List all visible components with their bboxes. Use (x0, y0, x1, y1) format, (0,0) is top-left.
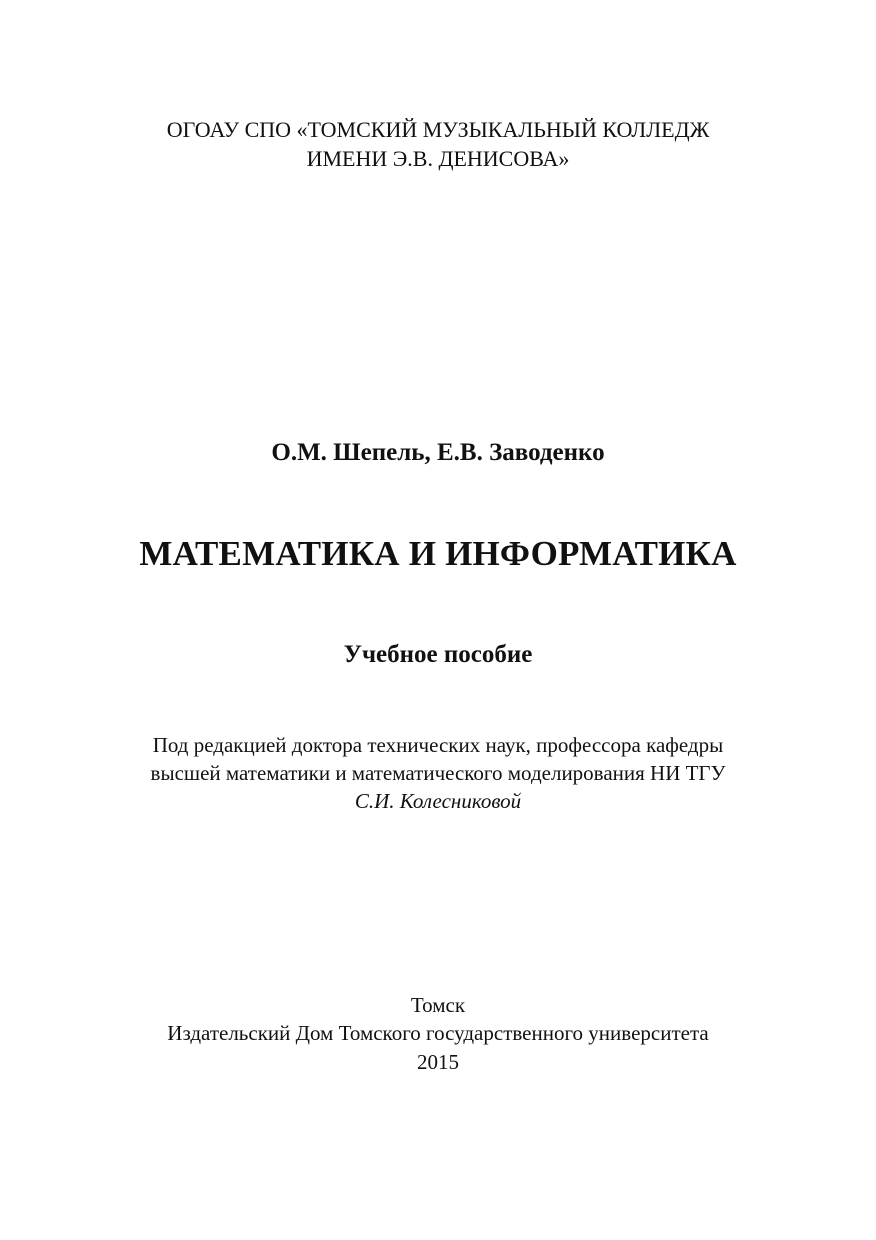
publication-year: 2015 (417, 1050, 459, 1074)
editor-line-1: Под редакцией доктора технических наук, профессора кафедры (152, 733, 724, 757)
publisher-name: Издательский Дом Томского государственного университета (167, 1021, 709, 1045)
publication-city: Томск (410, 993, 466, 1017)
institution-line-2: ИМЕНИ Э.В. ДЕНИСОВА» (306, 146, 570, 171)
book-title: МАТЕМАТИКА И ИНФОРМАТИКА (139, 534, 737, 573)
institution-line-1: ОГОАУ СПО «ТОМСКИЙ МУЗЫКАЛЬНЫЙ КОЛЛЕДЖ (166, 117, 710, 142)
editor-name: С.И. Колесниковой (354, 789, 522, 813)
authors: О.М. Шепель, Е.В. Заводенко (271, 439, 605, 466)
editor-line-2: высшей математики и математического моделирования НИ ТГУ (150, 761, 726, 785)
book-subtitle: Учебное пособие (343, 641, 533, 668)
